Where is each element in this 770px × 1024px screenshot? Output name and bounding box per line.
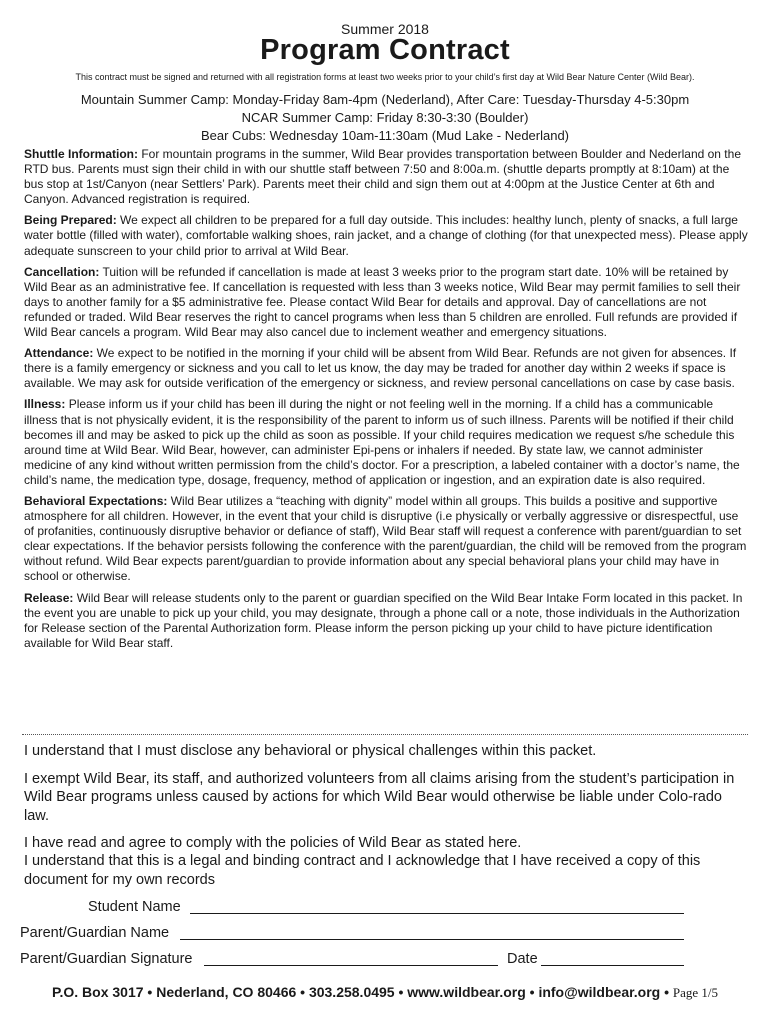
season-label: Summer 2018 [341,21,429,37]
statement-agree-line1: I have read and agree to comply with the policies of Wild Bear as stated here. [24,835,522,851]
parent-name-field[interactable] [180,939,684,940]
section-illness [24,397,748,488]
dotted-divider [22,734,748,735]
statement-agree-line2: I understand that this is a legal and binding contract and I acknowledge that I have received a copy of this document for my own records [24,853,701,888]
section-body: For mountain programs in the summer, Wild Bear provides transportation between Boulder and Nederland on the RTD bus. Parents must sign their child in with our shuttle staff between 7:50 and 8:00a.m. (shuttle departs promptly at 8:10am) at the bus stop at 1st/Canyon (near Settlers’ Park). Parents meet their child and sign them out at 4:00pm at the Justice Center at 6th and Canyon. Advanced registration is required. [24,147,741,207]
parent-name-label: Parent/Guardian Name [20,925,170,941]
section-body: Please inform us if your child has been ill during the night or not feeling well in the morning. If a child has a communicable illness that is not physically evident, it is the responsibility of the parent to inform us of such illness. Parents will be notified if their child becomes ill and may be asked to pick up the child as soon as possible. If your child requires medication we request s/he schedule this around time at Wild Bear. Wild Bear, however, can administer Epi-pens or inhalers if needed. By state law, we cannot administer medicine of any kind without written permission from the child’s doctor. For a prescription, a labeled container with a doctor’s name, the child’s name, the medication type, dosage, frequency, method of application or ingestion, and an expiration date is also required. [24,397,740,487]
section-heading: Being Prepared: [24,213,117,228]
section-shuttle [24,147,748,207]
section-attendance [24,346,748,391]
student-name-label: Student Name [88,899,181,915]
footer-contact: P.O. Box 3017 • Nederland, CO 80466 • 303.258.0495 • www.wildbear.org • info@wildbear.org • [51,984,670,1000]
section-body: We expect to be notified in the morning if your child will be absent from Wild Bear. Refunds are not given for absences. If there is a family emergency or sickness and you call to let us know, the day may be traded for another day within 2 weeks if space is available. We may ask for outside verification of the emergency or sickness, and review personal cancellations on case by case basis. [24,346,737,391]
schedule-bear-cubs: Bear Cubs: Wednesday 10am-11:30am (Mud Lake - Nederland) [200,128,570,143]
policy-sections [24,147,748,657]
intro-text: This contract must be signed and returned with all registration forms at least two weeks prior to your child’s first day at Wild Bear Nature Center (Wild Bear). [75,72,695,82]
section-behavioral-expectations [24,494,748,585]
section-heading: Behavioral Expectations: [24,493,168,508]
schedule-block [0,91,770,145]
date-label: Date [507,951,538,967]
section-body: Wild Bear utilizes a “teaching with dignity” model within all groups. This builds a positive and supportive atmosphere for all children. However, in the event that your child is disruptive (i.e physically or verbally aggressive or disrespectful, use of profanities, continuously disruptive behavior or defiance of staff), Wild Bear staff will request a conference with parent/guardian to set clear expectations. If the behavior persists following the conference with the parent/guardian, the child will be removed from the program without refund. Wild Bear expects parent/guardian to provide information about any special behavioral plans your child may have in school or otherwise. [24,493,747,584]
section-cancellation [24,265,748,340]
section-being-prepared [24,213,748,258]
date-field[interactable] [541,965,684,966]
statement-agree [24,834,750,889]
page-number: Page 1/5 [672,985,719,1000]
section-release [24,591,748,651]
parent-signature-field[interactable] [204,965,498,966]
statement-exempt: I exempt Wild Bear, its staff, and authorized volunteers from all claims arising from the student’s participation in Wild Bear programs unless caused by actions for which Wild Bear would otherwise be liable under Colo-rado law. [24,771,735,824]
section-heading: Shuttle Information: [24,147,138,161]
section-heading: Release: [24,590,74,605]
schedule-ncar: NCAR Summer Camp: Friday 8:30-3:30 (Boulder) [241,110,529,125]
page-title: Program Contract [260,34,510,66]
section-body: Wild Bear will release students only to the parent or guardian specified on the Wild Bear Intake Form located in this packet. In the event you are unable to pick up your child, you may designate, through a phone call or a note, those individuals in the Authorization for Release section of the Parental Authorization form. Please inform the person picking up your child to have picture identification available for Wild Bear staff. [24,590,743,650]
section-heading: Illness: [24,397,66,412]
section-heading: Attendance: [24,346,94,361]
section-heading: Cancellation: [24,264,100,279]
footer [0,984,770,1001]
parent-signature-label: Parent/Guardian Signature [20,951,193,967]
section-body: We expect all children to be prepared for a full day outside. This includes: healthy lunch, plenty of snacks, a full large water bottle (filled with water), comfortable walking shoes, rain jacket, and a change of clothing (for that unexpected mess). Please apply adequate sunscreen to your child prior to arrival at Wild Bear. [24,213,748,258]
student-name-field[interactable] [190,913,684,914]
statement-disclose: I understand that I must disclose any behavioral or physical challenges within this packet. [24,743,597,759]
schedule-mountain: Mountain Summer Camp: Monday-Friday 8am-4pm (Nederland), After Care: Tuesday-Thursday 4-5:30pm [80,92,690,107]
section-body: Tuition will be refunded if cancellation is made at least 3 weeks prior to the program start date. 10% will be retained by Wild Bear as an administrative fee. If cancellation is requested with less than 3 weeks notice, Wild Bear may permit families to sell their days to another family for a $5 administrative fee. Please contact Wild Bear for details and approval. Day of cancellations are not refunded or traded. Wild Bear reserves the right to cancel programs when less than 5 children are enrolled. Full refunds are provided if Wild Bear cancels a program. Wild Bear may also cancel due to inclement weather and emergency situations. [24,264,741,340]
